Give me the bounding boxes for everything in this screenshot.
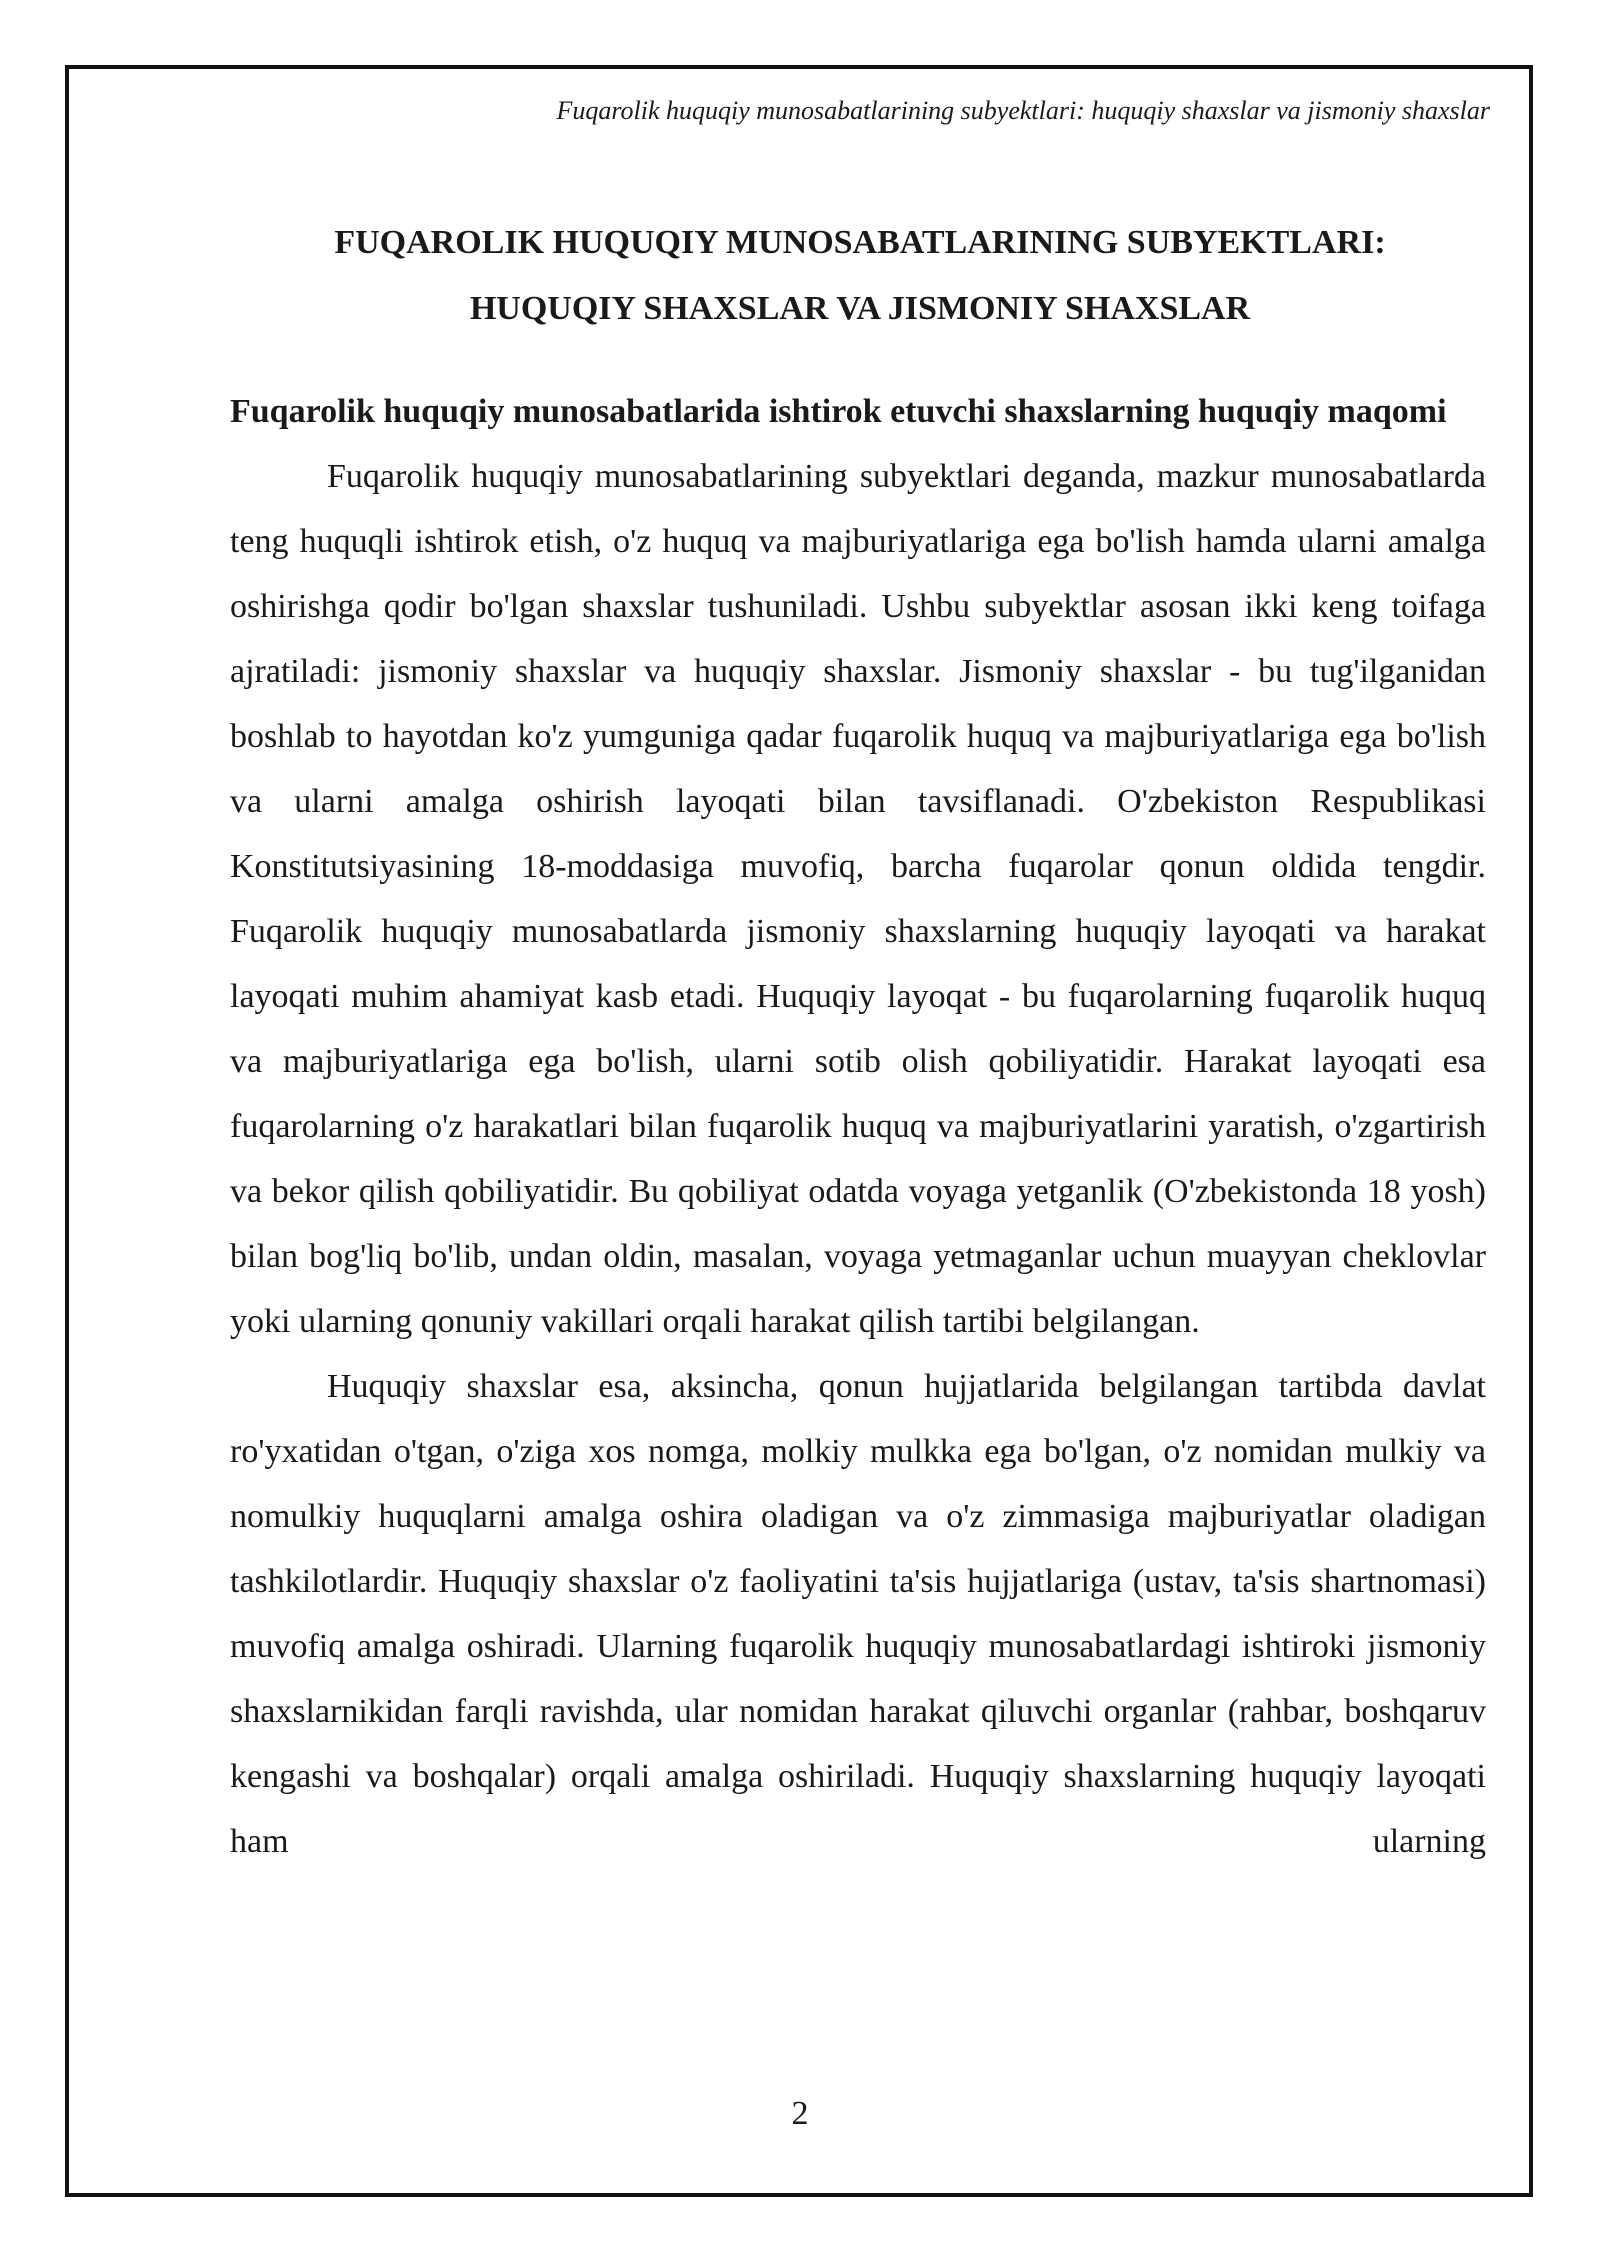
section-heading: Fuqarolik huquqiy munosabatlarida ishtirok etuvchi shaxslarning huquqiy maqomi [230, 393, 1447, 430]
running-header: Fuqarolik huquqiy munosabatlarining subyektlari: huquqiy shaxslar va jismoniy shaxslar [556, 96, 1490, 125]
document-title-line-2: HUQUQIY SHAXSLAR VA JISMONIY SHAXSLAR [469, 290, 1251, 327]
document-title-line-1: FUQAROLIK HUQUQIY MUNOSABATLARINING SUBYEKTLARI: [334, 224, 1386, 261]
body-paragraph-1: Fuqarolik huquqiy munosabatlarining subyektlari deganda, mazkur munosabatlarda teng huquqli ishtirok etish, o'z huquq va majburiyatlariga ega bo'lish hamda ularni amalga oshirishga qodir bo'lgan shaxslar tushuniladi. Ushbu subyektlar asosan ikki keng toifaga ajratiladi: jismoniy shaxslar va huquqiy shaxslar. Jismoniy shaxslar - bu tug'ilganidan boshlab to hayotdan ko'z yumguniga qadar fuqarolik huquq va majburiyatlariga ega bo'lish va ularni amalga oshirish layoqati bilan tavsiflanadi. O'zbekiston Respublikasi Konstitutsiyasining 18-moddasiga muvofiq, barcha fuqarolar qonun oldida tengdir. Fuqarolik huquqiy munosabatlarda jismoniy shaxslarning huquqiy layoqati va harakat layoqati muhim ahamiyat kasb etadi. Huquqiy layoqat - bu fuqarolarning fuqarolik huquq va majburiyatlariga ega bo'lish, ularni sotib olish qobiliyatidir. Harakat layoqati esa fuqarolarning o'z harakatlari bilan fuqarolik huquq va majburiyatlarini yaratish, o'zgartirish va bekor qilish qobiliyatidir. Bu qobiliyat odatda voyaga yetganlik (O'zbekistonda 18 yosh) bilan bog'liq bo'lib, undan oldin, masalan, voyaga yetmaganlar uchun muayyan cheklovlar yoki ularning qonuniy vakillari orqali harakat qilish tartibi belgilangan. [230, 458, 1486, 1340]
document-title [150, 210, 1570, 342]
document-body [230, 379, 1486, 1874]
body-paragraph-2: Huquqiy shaxslar esa, aksincha, qonun hujjatlarida belgilangan tartibda davlat ro'yxatidan o'tgan, o'ziga xos nomga, molkiy mulkka ega bo'lgan, o'z nomidan mulkiy va nomulkiy huquqlarni amalga oshira oladigan va o'z zimmasiga majburiyatlar oladigan tashkilotlardir. Huquqiy shaxslar o'z faoliyatini ta'sis hujjatlariga (ustav, ta'sis shartnomasi) muvofiq amalga oshiradi. Ularning fuqarolik huquqiy munosabatlardagi ishtiroki jismoniy shaxslarnikidan farqli ravishda, ular nomidan harakat qiluvchi organlar (rahbar, boshqaruv kengashi va boshqalar) orqali amalga oshiriladi. Huquqiy shaxslarning huquqiy layoqati ham ularning [230, 1368, 1486, 1860]
page-number: 2 [791, 2095, 809, 2132]
